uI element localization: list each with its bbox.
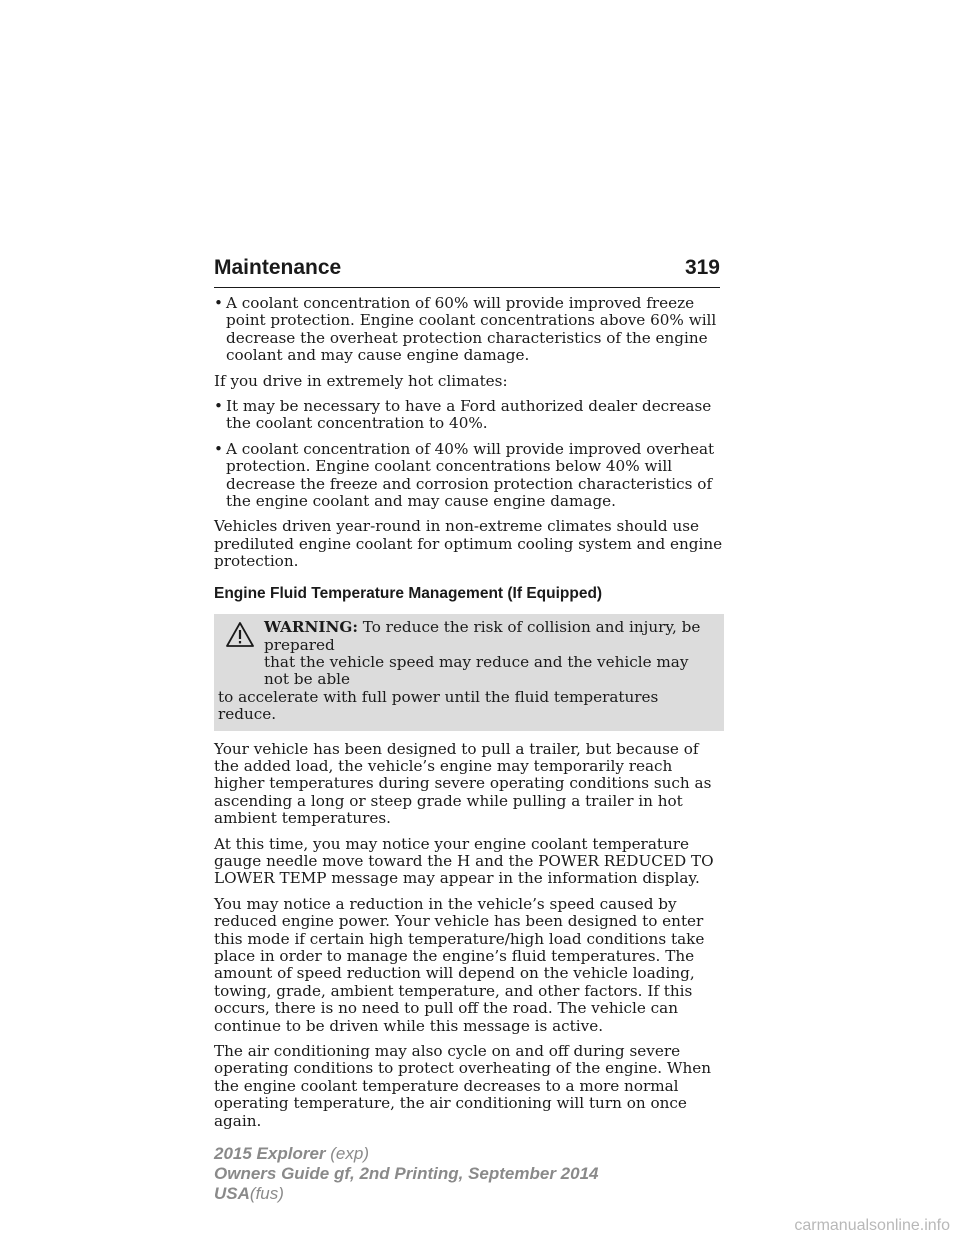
paragraph: At this time, you may notice your engine coolant temperature gauge needle move toward the H and the POWER REDUCED TO LOWER TEMP message may appear in the information display. [214,834,714,888]
bullet-icon: • [214,439,223,458]
page-content [214,295,724,1138]
warning-box [214,614,724,730]
section-heading: Engine Fluid Temperature Management (If Equipped) [214,584,603,602]
footer-region: USA [214,1184,250,1203]
bullet-text: A coolant concentration of 60% will provide improved freeze point protection. Engine coolant concentrations above 60% will decrease the overheat protection characteristics of the engine coolant and may cause engine damage. [226,294,717,365]
warning-text-1: To reduce the risk of collision and injury, be prepared [264,618,701,654]
list-item [214,398,724,433]
section-title: Maintenance [214,256,342,279]
page-footer [214,1144,598,1204]
list-item [214,295,724,365]
watermark: carmanualsonline.info [794,1217,950,1234]
warning-text-3: to accelerate with full power until the fluid temperatures reduce. [218,687,659,724]
header-rule [214,287,720,288]
hot-climates-intro: If you drive in extremely hot climates: [214,371,508,390]
paragraph: The air conditioning may also cycle on and off during severe operating conditions to protect overheating of the engine. When the engine coolant temperature decreases to a more normal operating temperature, the air conditioning will turn on once again. [214,1042,712,1130]
warning-line-1 [218,619,716,654]
bullet-icon: • [214,397,223,416]
prediluted-paragraph: Vehicles driven year-round in non-extreme climates should use prediluted engine coolant for optimum cooling system and engine protection. [214,517,723,571]
footer-region-code: (fus) [249,1184,284,1203]
footer-guide: Owners Guide gf, 2nd Printing, September 2014 [214,1164,599,1183]
bullet-icon: • [214,294,223,312]
footer-model: 2015 Explorer [214,1144,326,1163]
warning-text-2: that the vehicle speed may reduce and the vehicle may not be able [264,652,689,689]
page-header [214,254,720,290]
warning-label: WARNING: [264,618,358,637]
paragraph: You may notice a reduction in the vehicle’s speed caused by reduced engine power. Your vehicle has been designed to enter this mode if certain high temperature/high load conditions take place in order to manage the engine’s fluid temperatures. The amount of speed reduction will depend on the vehicle loading, towing, grade, ambient temperature, and other factors. If this occurs, there is no need to pull off the road. The vehicle can continue to be driven while this message is active. [214,894,705,1035]
list-item [214,441,724,511]
paragraph: Your vehicle has been designed to pull a trailer, but because of the added load, the vehicle’s engine may temporarily reach higher temperatures during severe operating conditions such as ascending a long or steep grade while pulling a trailer in hot ambient temperatures. [214,739,712,828]
warning-triangle-icon [225,621,255,648]
footer-model-code: (exp) [330,1144,369,1163]
footer-line-3 [214,1184,598,1204]
page-number: 319 [684,256,720,279]
footer-line-1 [214,1144,598,1164]
bullet-text: A coolant concentration of 40% will provide improved overheat protection. Engine coolant concentrations below 40% will decrease the freeze and corrosion protection characteristics of the engine coolant and may cause engine damage. [226,439,715,511]
bullet-text: It may be necessary to have a Ford authorized dealer decrease the coolant concentration to 40%. [226,397,712,433]
